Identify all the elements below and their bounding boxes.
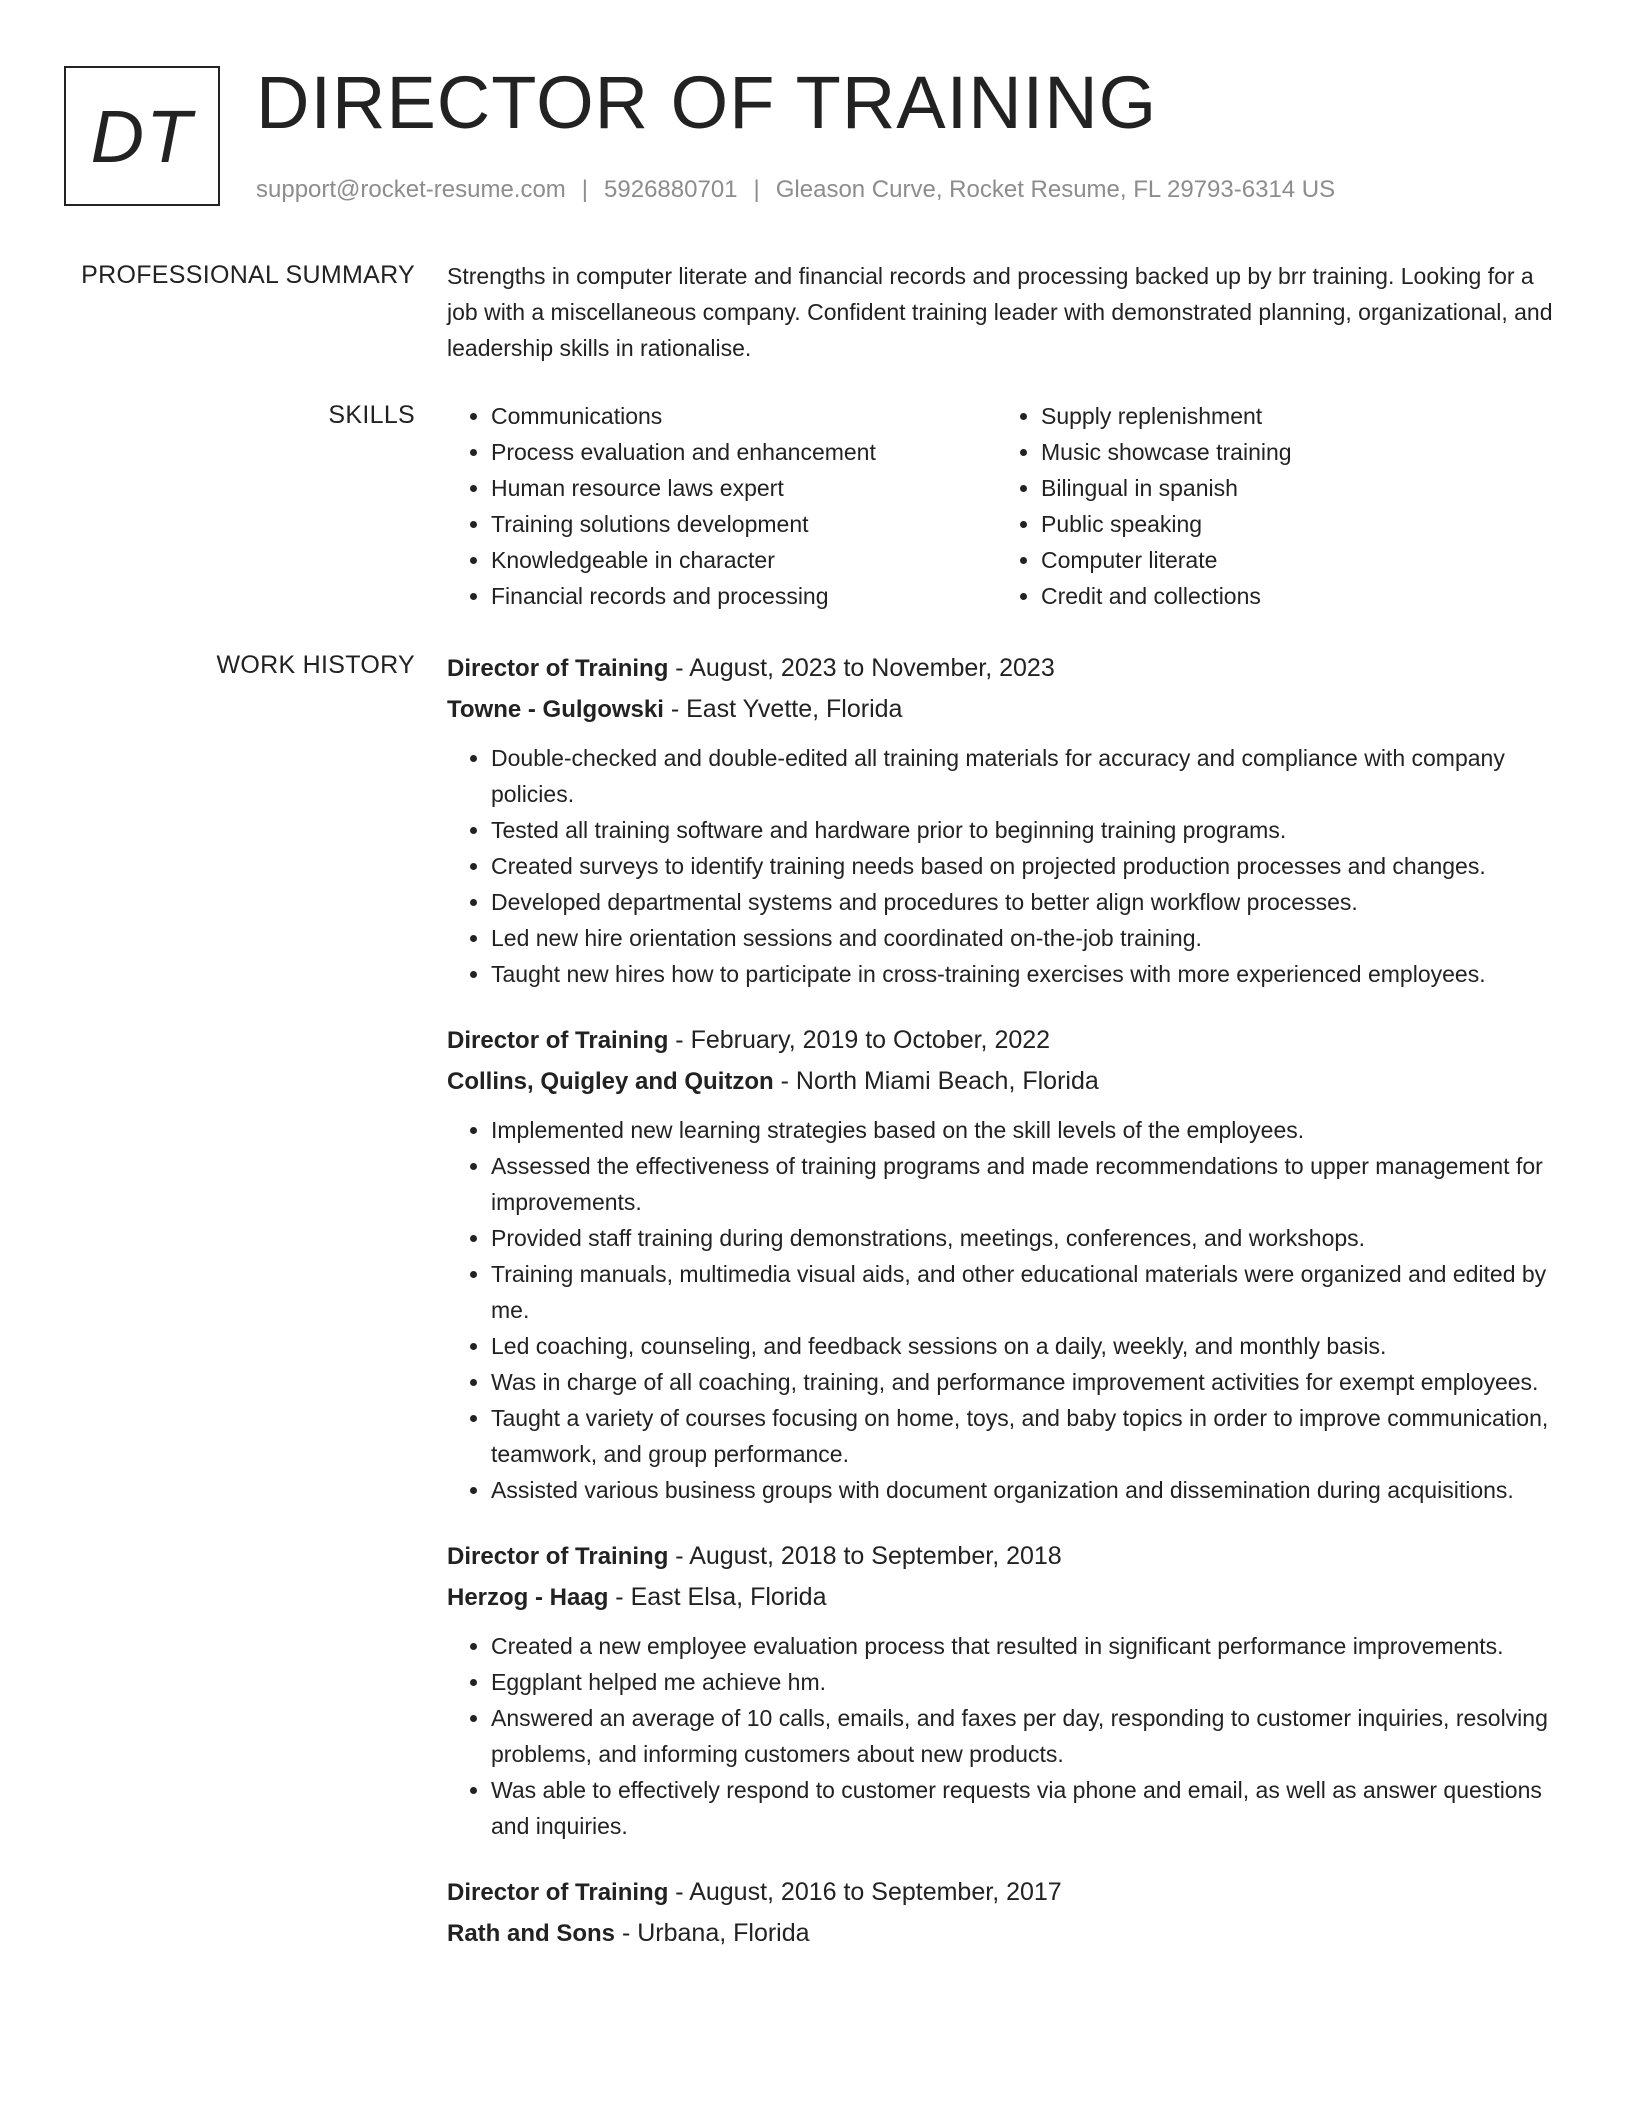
monogram-initials: DT [90,94,194,178]
job-company: Towne - Gulgowski [447,696,664,723]
job-title: Director of Training [447,1879,669,1906]
skill-item: • Communications [491,398,997,434]
job-bullet: • Implemented new learning strategies based on the skill levels of the employees. [491,1112,1567,1148]
job-title: Director of Training [447,1027,669,1054]
job-dates: - August, 2023 to November, 2023 [668,654,1055,682]
contact-address: Gleason Curve, Rocket Resume, FL 29793-6314 US [775,176,1336,203]
job-location: - Urbana, Florida [615,1919,810,1947]
job-entry [447,1536,1567,1844]
contact-separator: | [581,176,589,203]
job-location: - North Miami Beach, Florida [773,1067,1099,1095]
job-title-line [447,1020,1567,1061]
contact-line [256,172,1335,208]
job-bullet: • Created surveys to identify training needs based on projected production processes and changes. [491,848,1567,884]
skills-column-1 [447,398,997,614]
job-company-line [447,1577,1567,1618]
skill-item: • Computer literate [1041,542,1292,578]
job-title-line [447,648,1567,689]
job-bullet: • Double-checked and double-edited all training materials for accuracy and compliance with company policies. [491,740,1567,812]
skill-item: • Music showcase training [1041,434,1292,470]
job-title: Director of Training [447,655,669,682]
job-dates: - August, 2018 to September, 2018 [668,1542,1062,1570]
job-bullets [447,1112,1567,1508]
skill-item: • Human resource laws expert [491,470,997,506]
contact-phone: 5926880701 [604,176,738,203]
job-bullet: • Eggplant helped me achieve hm. [491,1664,1567,1700]
skill-item: • Credit and collections [1041,578,1292,614]
skill-item: • Public speaking [1041,506,1292,542]
skill-item: • Knowledgeable in character [491,542,997,578]
job-location: - East Elsa, Florida [608,1583,827,1611]
job-title: Director of Training [447,1543,669,1570]
job-bullet: • Developed departmental systems and procedures to better align workflow processes. [491,884,1567,920]
skill-item: • Supply replenishment [1041,398,1292,434]
job-company: Collins, Quigley and Quitzon [447,1068,774,1095]
job-bullet: • Taught a variety of courses focusing on home, toys, and baby topics in order to improve communication, teamwork, and group performance. [491,1400,1567,1472]
job-bullet: • Created a new employee evaluation process that resulted in significant performance improvements. [491,1628,1567,1664]
summary-text: Strengths in computer literate and financial records and processing backed up by brr training. Looking for a job with a miscellaneous company. Confident training leader with demonstrated planning, organizational, and leadership skills in rationalise. [447,263,1553,361]
job-company: Rath and Sons [447,1920,616,1947]
section-label-summary: PROFESSIONAL SUMMARY [81,261,415,289]
job-bullet: • Was able to effectively respond to customer requests via phone and email, as well as answer questions and inquiries. [491,1772,1567,1844]
skills-column-2 [997,398,1292,614]
job-bullet: • Was in charge of all coaching, training, and performance improvement activities for exempt employees. [491,1364,1567,1400]
job-bullet: • Tested all training software and hardware prior to beginning training programs. [491,812,1567,848]
job-entry [447,648,1567,992]
job-dates: - February, 2019 to October, 2022 [668,1026,1051,1054]
job-bullet: • Answered an average of 10 calls, emails, and faxes per day, responding to customer inquiries, resolving problems, and informing customers about new products. [491,1700,1567,1772]
work-history [447,648,1567,1982]
job-bullet: • Taught new hires how to participate in cross-training exercises with more experienced employees. [491,956,1567,992]
skill-item: • Bilingual in spanish [1041,470,1292,506]
job-company: Herzog - Haag [447,1584,609,1611]
contact-separator: | [753,176,760,203]
job-bullet: • Assessed the effectiveness of training programs and made recommendations to upper management for improvements. [491,1148,1567,1220]
skills-list [447,398,1567,614]
skill-item: • Financial records and processing [491,578,997,614]
job-entry [447,1020,1567,1508]
page-title: DIRECTOR OF TRAINING [256,61,1158,144]
job-bullet: • Led new hire orientation sessions and coordinated on-the-job training. [491,920,1567,956]
job-bullets [447,1628,1567,1844]
section-label-work-history: WORK HISTORY [216,651,415,679]
section-label-skills: SKILLS [328,401,415,429]
job-dates: - August, 2016 to September, 2017 [668,1878,1062,1906]
contact-email: support@rocket-resume.com [256,176,566,203]
job-company-line [447,689,1567,730]
job-company-line [447,1061,1567,1102]
job-title-line [447,1872,1567,1913]
job-bullet: • Provided staff training during demonstrations, meetings, conferences, and workshops. [491,1220,1567,1256]
job-bullets [447,740,1567,992]
monogram [64,66,220,206]
job-bullet: • Led coaching, counseling, and feedback sessions on a daily, weekly, and monthly basis. [491,1328,1567,1364]
job-location: - East Yvette, Florida [663,695,903,723]
job-title-line [447,1536,1567,1577]
job-company-line [447,1913,1567,1954]
skill-item: • Training solutions development [491,506,997,542]
job-bullet: • Training manuals, multimedia visual aids, and other educational materials were organized and edited by me. [491,1256,1567,1328]
job-entry [447,1872,1567,1954]
job-bullet: • Assisted various business groups with document organization and dissemination during acquisitions. [491,1472,1567,1508]
skill-item: • Process evaluation and enhancement [491,434,997,470]
